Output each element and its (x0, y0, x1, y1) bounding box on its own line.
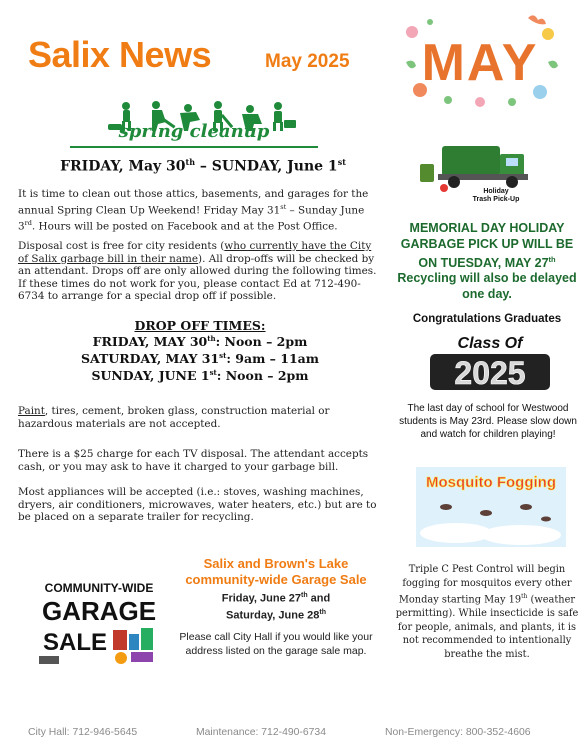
drop-off-times-heading: DROP OFF TIMES: (134, 318, 266, 333)
congrats-heading: Congratulations Graduates (412, 313, 562, 325)
newsletter-title: Salix News (28, 34, 212, 75)
class-of-text: Class Of (457, 335, 523, 352)
garage-sale-note: Please call City Hall if you would like your address listed on the garage sale map. (179, 631, 373, 657)
garage-sale-image-text-3: SALE (42, 629, 108, 656)
drop-off-time-row: SATURDAY, MAY 31st: 9am – 11am (80, 351, 319, 367)
cleanup-intro-paragraph: It is time to clean out those attics, basements, and garages for the annual Spring Clean Up Weekend! Friday May 31st – Sunday June 3rd. Hours will be posted on Facebook and at the Post Office. (18, 188, 369, 233)
garage-sale-title: Salix and Brown's Lake community-wide Garage Sale (185, 556, 367, 587)
cleanup-divider (70, 146, 318, 148)
garage-sale-image-text-1: COMMUNITY-WIDE (44, 581, 154, 595)
tv-disposal-paragraph: There is a $25 charge for each TV disposal. The attendant accepts cash, or you may ask to have it charged to your garbage bill. (18, 448, 369, 473)
garage-sale-image-text-2: GARAGE (41, 596, 157, 626)
footer-city-hall: City Hall: 712-946-5645 (28, 727, 138, 738)
garage-sale-dates: Friday, June 27th and Saturday, June 28th (221, 592, 331, 622)
mosquito-fogging-icon (416, 467, 566, 547)
drop-off-time-row: FRIDAY, MAY 30th: Noon – 2pm (92, 334, 308, 350)
may-image-text: MAY (421, 34, 539, 92)
cleanup-dates-heading: FRIDAY, May 30th – SUNDAY, June 1st (60, 157, 346, 175)
footer-maintenance: Maintenance: 712-490-6734 (196, 727, 326, 738)
last-day-of-school-notice: The last day of school for Westwood students is May 23rd. Please slow down and watch for children playing! (399, 403, 577, 440)
disposal-cost-paragraph: Disposal cost is free for city residents (who currently have the City of Salix garbage bill in their name). All drop-offs will be checked by an attendant. Drops off are only allowed during the following times. If these times do not work for you, please contact Ed at 712-490-6734 to arrange for a special drop off if possible. (18, 240, 377, 303)
may-floral-icon (400, 12, 560, 110)
class-year-text: 2025 (454, 355, 526, 391)
memorial-day-notice: MEMORIAL DAY HOLIDAY GARBAGE PICK UP WILL BE ON TUESDAY, MAY 27th (400, 221, 574, 271)
not-accepted-paragraph: Paint, tires, cement, broken glass, construction material or hazardous materials are not accepted. (18, 405, 330, 430)
footer-non-emergency: Non-Emergency: 800-352-4606 (385, 727, 531, 738)
drop-off-time-row: SUNDAY, JUNE 1st: Noon – 2pm (91, 368, 309, 384)
mosquito-fogging-title: Mosquito Fogging (426, 474, 556, 491)
garage-sale-icon (35, 576, 163, 668)
recycling-notice: Recycling will also be delayed one day. (397, 271, 577, 301)
class-of-2025-icon (424, 332, 556, 394)
issue-date: May 2025 (265, 51, 350, 72)
cleanup-banner-text: spring cleanup (118, 121, 270, 142)
truck-caption: Holiday Trash Pick-Up (472, 188, 520, 203)
appliances-paragraph: Most appliances will be accepted (i.e.: stoves, washing machines, dryers, air conditioners, microwaves, water heaters, etc.) but are to be placed on a separate trailer for recycling. (18, 486, 377, 524)
mosquito-fogging-notice: Triple C Pest Control will begin fogging for mosquitos every other Monday starting May 19th (weather permitting). While insecticide is safe for people, animals, and plants, it is not recommended to intentionally breathe the mist. (395, 564, 579, 660)
